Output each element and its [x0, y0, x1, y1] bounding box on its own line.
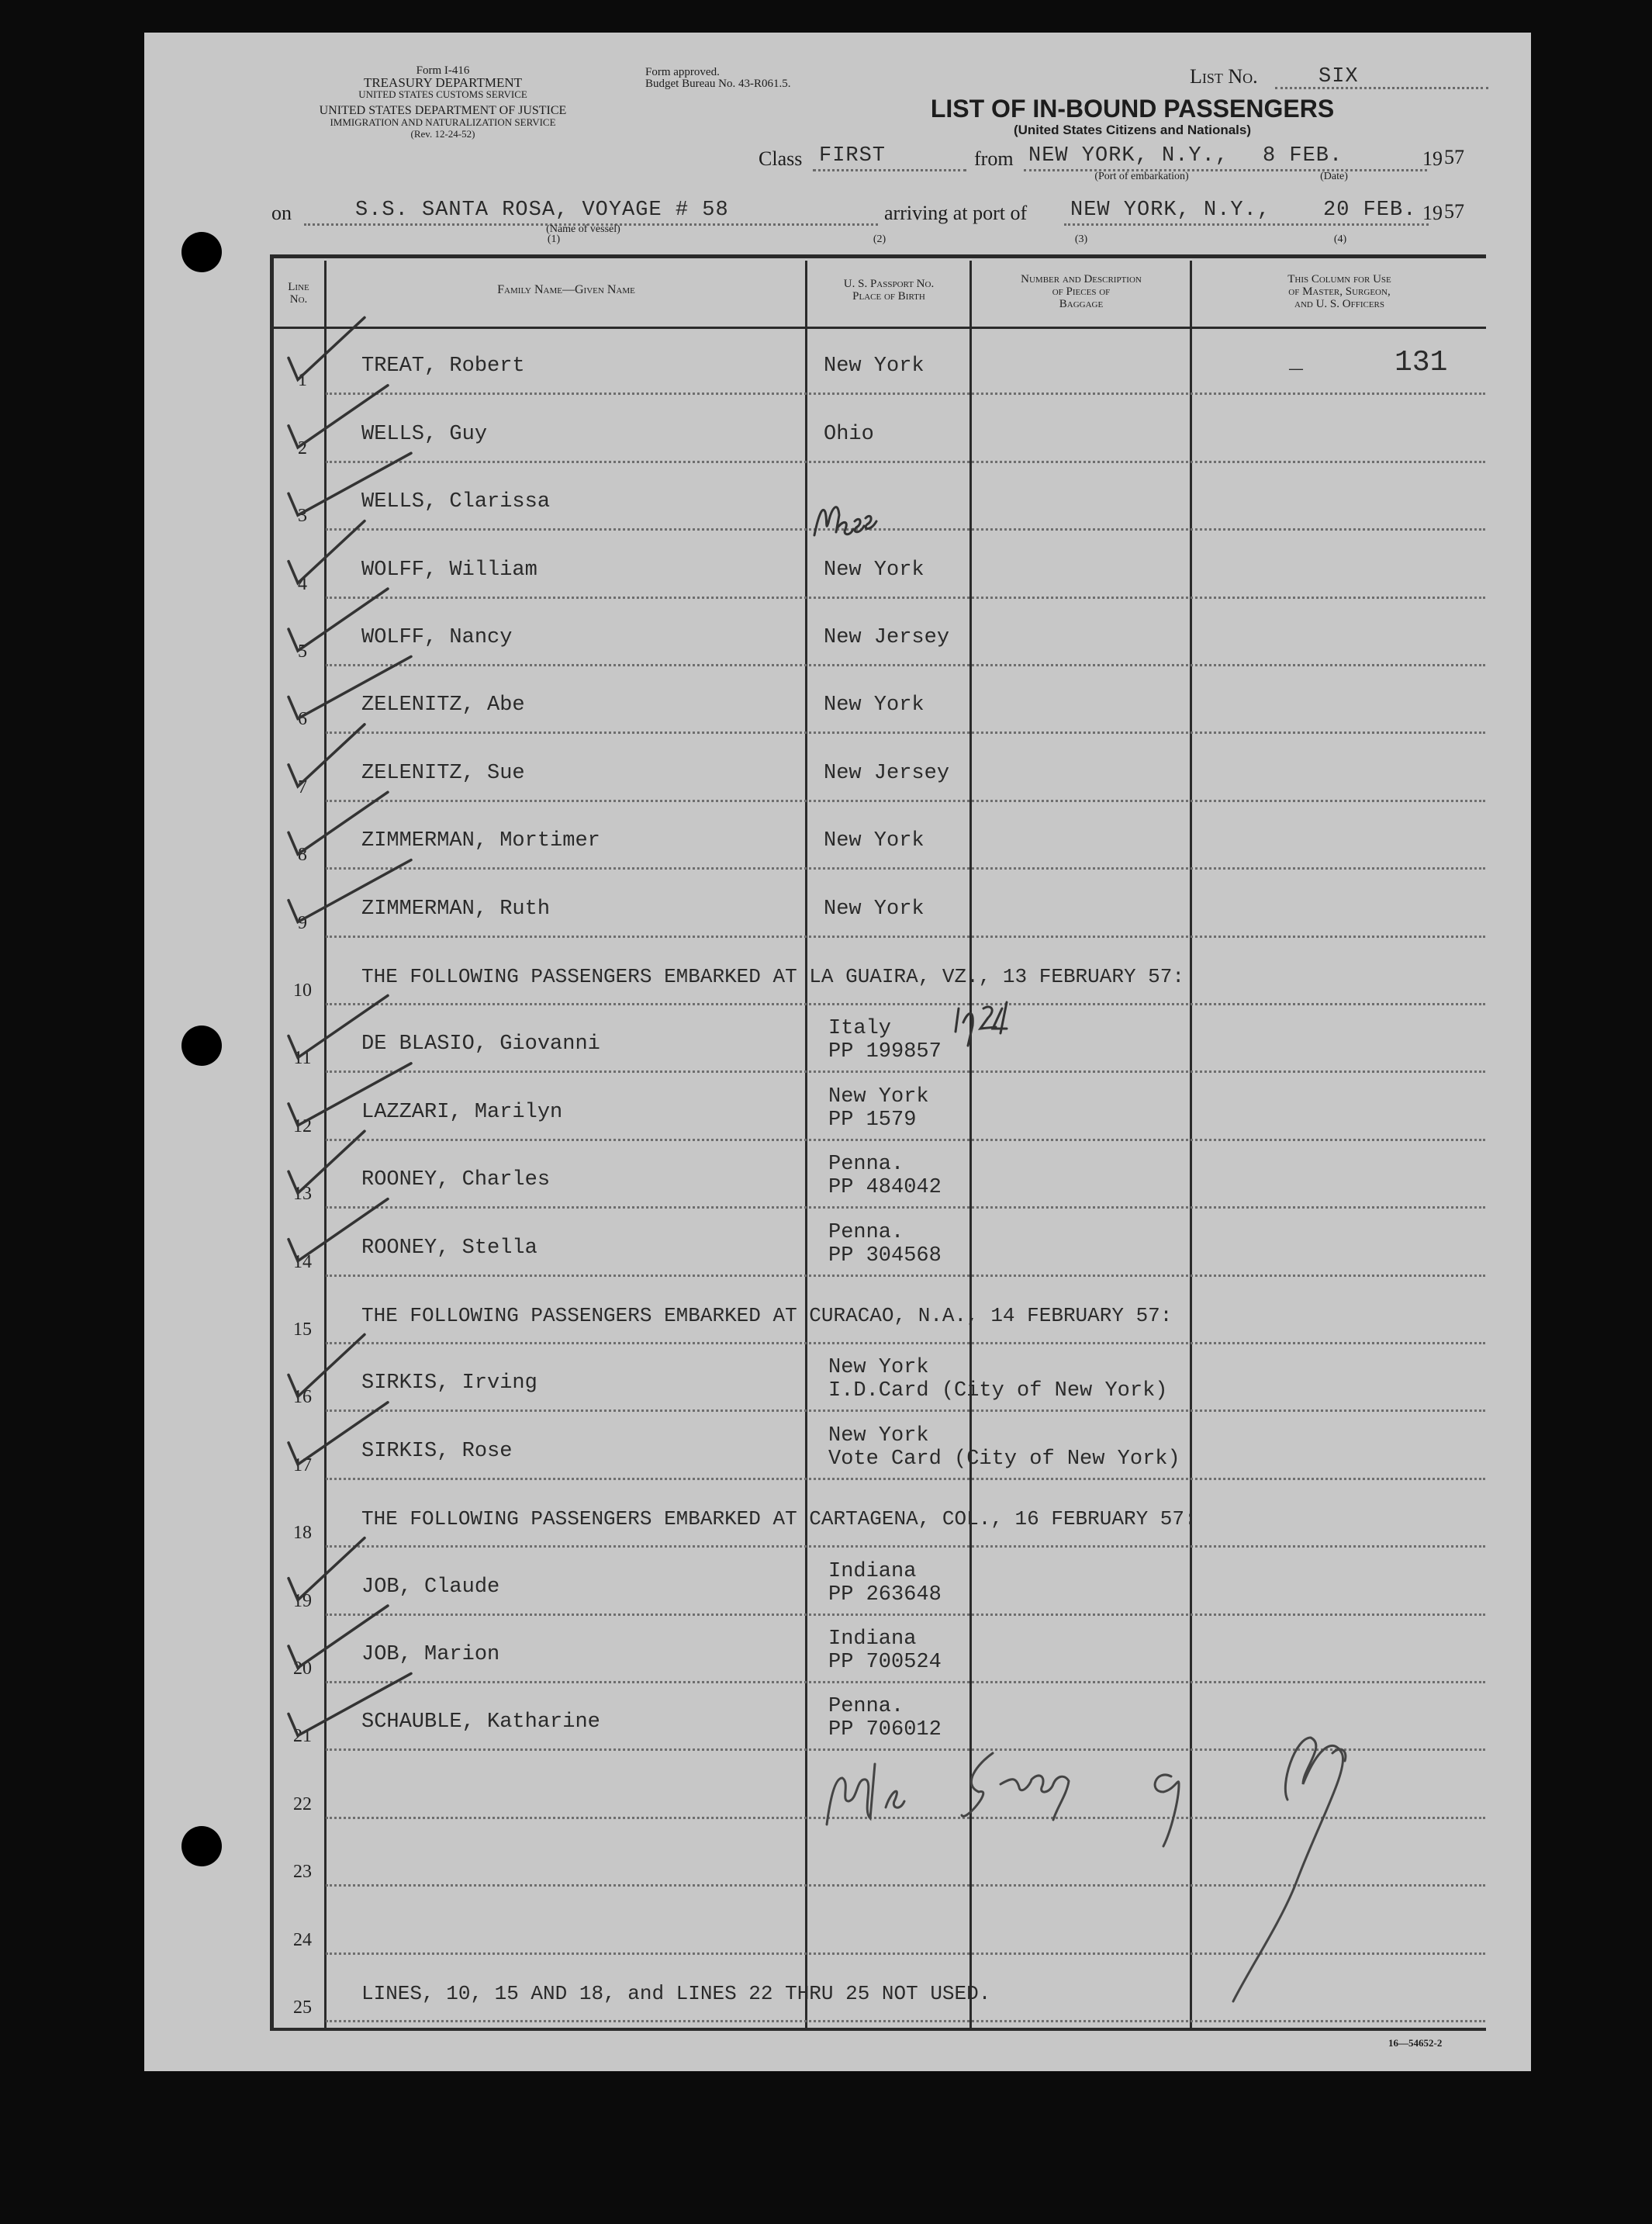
line-number: 23 — [293, 1862, 312, 1883]
line-number: 14 — [293, 1251, 312, 1272]
check-mark — [289, 1131, 365, 1193]
passenger-name: TREAT, Robert — [361, 355, 525, 379]
from-year-prefix: 19 — [1422, 147, 1443, 170]
officer-dash: _ — [1289, 349, 1304, 375]
col-header-name: Family Name—Given Name — [497, 283, 635, 296]
from-label: from — [974, 147, 1014, 170]
form-approved: Form approved. — [645, 66, 720, 78]
line-number: 22 — [293, 1793, 312, 1814]
class-value: FIRST — [819, 144, 886, 168]
passenger-name: ROONEY, Stella — [361, 1236, 537, 1260]
passenger-name: JOB, Marion — [361, 1643, 500, 1666]
place-of-birth: New Jersey — [824, 626, 950, 649]
passenger-name: WELLS, Guy — [361, 422, 488, 446]
check-mark — [289, 860, 411, 922]
passenger-name: WELLS, Clarissa — [361, 490, 551, 514]
justice-dept: UNITED STATES DEPARTMENT OF JUSTICE — [319, 104, 567, 117]
col-header-officers-2: of Master, Surgeon, — [1288, 285, 1391, 298]
col-header-officers-1: This Column for Use — [1287, 273, 1391, 285]
line-number: 11 — [293, 1048, 312, 1069]
check-mark — [289, 792, 388, 854]
place-of-birth: New York — [828, 1423, 929, 1448]
passenger-name: LAZZARI, Marilyn — [361, 1100, 563, 1124]
list-no-value: SIX — [1318, 65, 1359, 88]
place-of-birth: New Jersey — [824, 761, 950, 785]
check-mark — [289, 453, 411, 515]
passenger-name: ZIMMERMAN, Mortimer — [361, 829, 600, 853]
port-caption: (Port of embarkation) — [1094, 171, 1189, 182]
place-of-birth: New York — [828, 1356, 929, 1380]
embark-note: THE FOLLOWING PASSENGERS EMBARKED AT CARTAGENA, COL., 16 FEBRUARY 57: — [361, 1507, 1197, 1531]
place-of-birth: New York — [828, 1084, 929, 1109]
col-header-passport-1: U. S. Passport No. — [843, 278, 935, 290]
passenger-name: SIRKIS, Rose — [361, 1439, 513, 1463]
treasury-dept: TREASURY DEPARTMENT — [363, 75, 523, 90]
passport-number: PP 706012 — [828, 1718, 942, 1742]
passenger-name: JOB, Claude — [361, 1575, 500, 1599]
form-title: LIST OF IN-BOUND PASSENGERS — [930, 95, 1335, 123]
line-number: 15 — [293, 1320, 312, 1340]
check-mark — [289, 1199, 388, 1261]
passport-number: PP 484042 — [828, 1176, 942, 1200]
passenger-name: ZELENITZ, Sue — [361, 761, 525, 785]
col-header-baggage-3: Baggage — [1059, 298, 1104, 310]
arrival-year-prefix: 19 — [1422, 202, 1443, 224]
check-mark — [289, 656, 411, 718]
embark-note: LINES, 10, 15 AND 18, and LINES 22 THRU 25 NOT USED. — [361, 1982, 991, 2005]
check-mark — [289, 995, 388, 1057]
passport-number: PP 304568 — [828, 1243, 942, 1268]
budget-bureau: Budget Bureau No. 43-R061.5. — [645, 78, 791, 90]
line-number: 5 — [298, 642, 307, 662]
passport-number: PP 263648 — [828, 1582, 942, 1607]
col-header-officers-3: and U. S. Officers — [1294, 298, 1384, 310]
col-header-baggage-1: Number and Description — [1021, 273, 1142, 285]
customs-service: UNITED STATES CUSTOMS SERVICE — [358, 88, 527, 100]
ins-service: IMMIGRATION AND NATURALIZATION SERVICE — [330, 116, 556, 128]
line-number: 4 — [298, 573, 307, 594]
place-of-birth: Penna. — [828, 1695, 904, 1719]
line-number: 25 — [293, 1997, 312, 2018]
place-of-birth: Ohio — [824, 422, 874, 446]
class-label: Class — [759, 147, 803, 170]
list-no-label: List No. — [1190, 65, 1258, 88]
col-header-line-no-2: No. — [289, 293, 308, 306]
place-of-birth: Penna. — [828, 1220, 904, 1244]
check-mark — [289, 1334, 365, 1396]
check-mark — [289, 1064, 411, 1126]
check-mark — [289, 589, 388, 651]
form-subtitle: (United States Citizens and Nationals) — [1013, 123, 1252, 137]
from-year: 57 — [1444, 146, 1464, 168]
place-of-birth: New York — [824, 355, 924, 379]
arriving-label: arriving at port of — [884, 202, 1028, 224]
line-number: 9 — [298, 912, 307, 933]
birth-year-note — [956, 1002, 1007, 1046]
from-date: 8 FEB. — [1263, 144, 1343, 168]
passport-number: PP 700524 — [828, 1651, 942, 1674]
line-number: 20 — [293, 1658, 312, 1679]
arrival-year: 57 — [1444, 200, 1464, 223]
col-header-line-no-1: Line — [288, 281, 309, 293]
caption-2: (2) — [873, 233, 886, 245]
check-mark — [289, 317, 365, 379]
check-mark — [289, 1403, 388, 1465]
passport-number: I.D.Card (City of New York) — [828, 1379, 1168, 1403]
print-code: 16—54652-2 — [1388, 2037, 1443, 2049]
passenger-name: WOLFF, William — [361, 558, 537, 582]
check-mark — [289, 386, 388, 448]
line-number: 21 — [293, 1726, 312, 1747]
form-revision: (Rev. 12-24-52) — [410, 128, 475, 140]
vessel-name: S.S. SANTA ROSA, VOYAGE # 58 — [355, 199, 729, 222]
check-mark — [289, 1606, 388, 1668]
form-number: Form I-416 — [416, 64, 470, 77]
line-number: 8 — [298, 845, 307, 866]
line-number: 2 — [298, 438, 307, 458]
officer-number: 131 — [1395, 346, 1448, 379]
caption-3: (3) — [1074, 233, 1088, 245]
from-port: NEW YORK, N.Y., — [1028, 144, 1229, 168]
line-number: 13 — [293, 1184, 312, 1205]
passport-number: PP 199857 — [828, 1040, 942, 1064]
line-number: 10 — [293, 981, 312, 1001]
inspector-signatures — [827, 1738, 1346, 2001]
place-of-birth: New York — [824, 558, 924, 582]
check-mark — [289, 725, 365, 787]
passenger-name: ZELENITZ, Abe — [361, 693, 525, 718]
passport-number: PP 1579 — [828, 1108, 917, 1132]
arrival-date: 20 FEB. — [1323, 199, 1417, 222]
line-number: 17 — [293, 1454, 312, 1475]
embark-note: THE FOLLOWING PASSENGERS EMBARKED AT LA GUAIRA, VZ., 13 FEBRUARY 57: — [361, 965, 1184, 988]
line-number: 1 — [298, 370, 307, 391]
col-header-passport-2: Place of Birth — [852, 290, 925, 303]
line-number: 6 — [298, 709, 307, 730]
passport-number: Vote Card (City of New York) — [828, 1447, 1180, 1471]
line-number: 24 — [293, 1929, 312, 1950]
on-label: on — [271, 202, 292, 224]
line-number: 18 — [293, 1523, 312, 1544]
line-number: 12 — [293, 1115, 312, 1136]
col-header-baggage-2: of Pieces of — [1052, 285, 1111, 298]
line-number: 7 — [298, 776, 307, 797]
caption-4: (4) — [1333, 233, 1347, 245]
line-number: 19 — [293, 1590, 312, 1611]
mass-note — [814, 507, 876, 535]
place-of-birth: New York — [824, 693, 924, 718]
passenger-name: ZIMMERMAN, Ruth — [361, 897, 551, 921]
embark-note: THE FOLLOWING PASSENGERS EMBARKED AT CURACAO, N.A., 14 FEBRUARY 57: — [361, 1304, 1173, 1327]
place-of-birth: New York — [824, 829, 924, 853]
check-mark — [289, 1538, 365, 1600]
checkmarks — [289, 317, 411, 1735]
place-of-birth: Penna. — [828, 1153, 904, 1177]
place-of-birth: Indiana — [828, 1627, 917, 1651]
line-number: 3 — [298, 506, 307, 527]
passenger-name: SIRKIS, Irving — [361, 1371, 537, 1396]
passenger-name: WOLFF, Nancy — [361, 626, 513, 649]
place-of-birth: New York — [824, 897, 924, 921]
check-mark — [289, 1673, 411, 1735]
passenger-name: ROONEY, Charles — [361, 1168, 551, 1192]
passenger-name: SCHAUBLE, Katharine — [361, 1710, 600, 1735]
check-mark — [289, 521, 365, 583]
caption-1: (1) — [547, 233, 561, 245]
arrival-port: NEW YORK, N.Y., — [1070, 199, 1271, 222]
vessel-caption: (Name of vessel) — [546, 223, 620, 235]
passenger-name: DE BLASIO, Giovanni — [361, 1032, 600, 1057]
place-of-birth: Italy — [828, 1017, 892, 1041]
date-caption: (Date) — [1320, 171, 1348, 182]
line-number: 16 — [293, 1387, 312, 1408]
place-of-birth: Indiana — [828, 1559, 917, 1583]
